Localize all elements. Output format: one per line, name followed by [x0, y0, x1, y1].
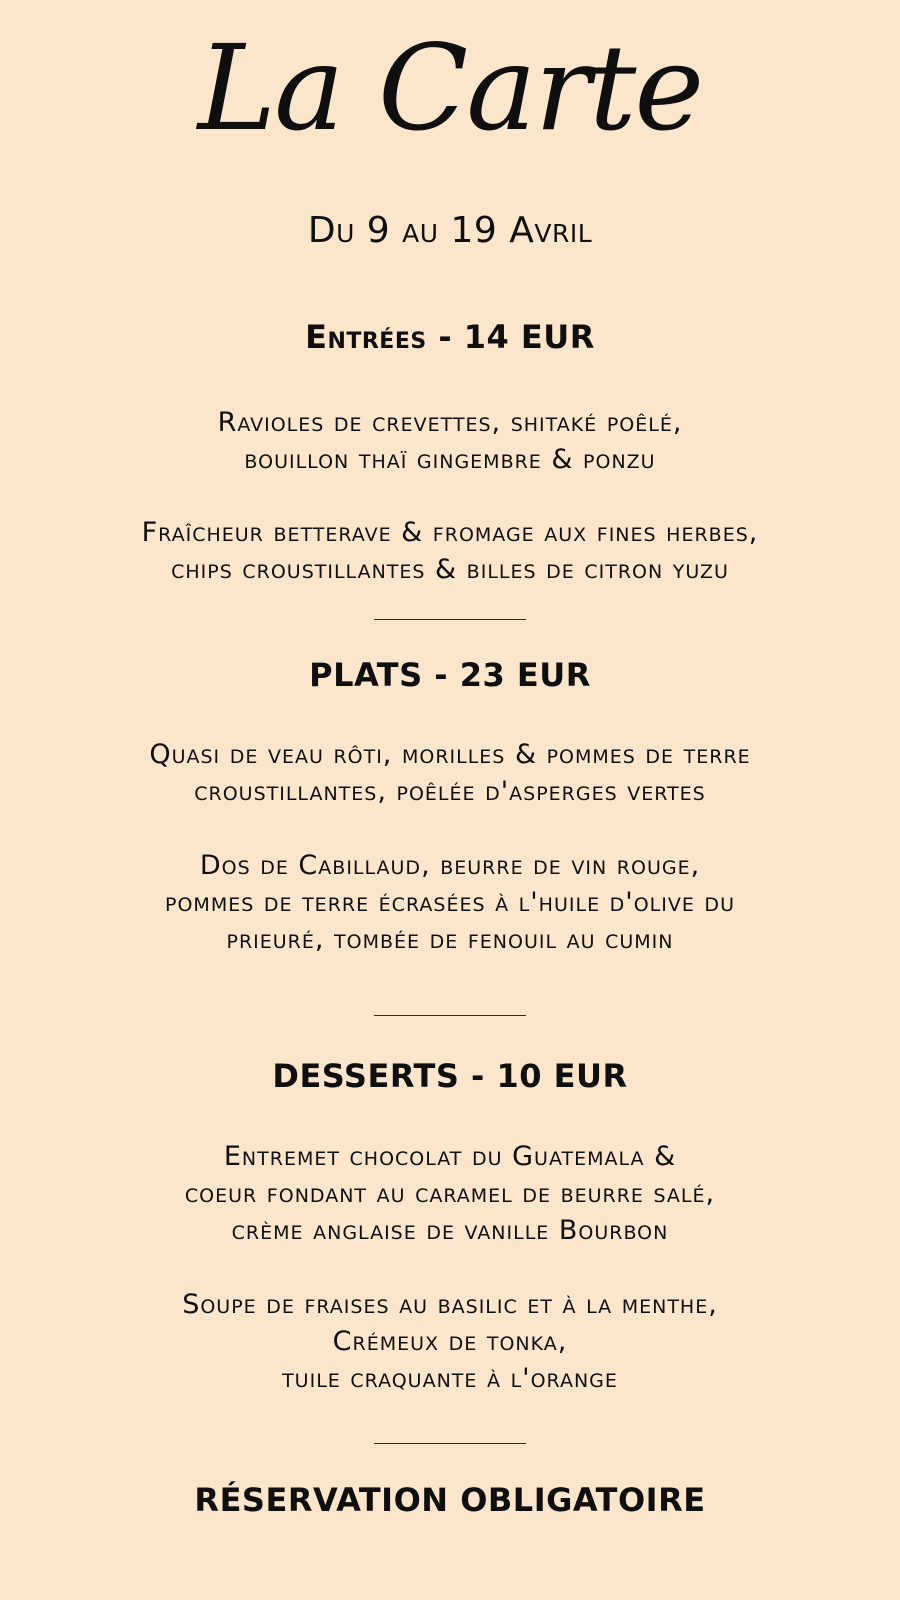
dish-line: Quasi de veau rôti, morilles & pommes de terre	[149, 739, 751, 770]
section-divider	[374, 1015, 526, 1016]
dish-line: croustillantes, poêlée d'asperges vertes	[194, 776, 706, 807]
dish-line: crème anglaise de vanille Bourbon	[231, 1215, 669, 1246]
dish-line: Ravioles de crevettes, shitaké poêlé,	[217, 407, 683, 438]
dish-plat-1	[0, 736, 900, 810]
reservation-notice: RÉSERVATION OBLIGATOIRE	[194, 1481, 706, 1519]
section-heading-desserts: DESSERTS - 10 EUR	[272, 1057, 628, 1095]
section-divider	[374, 1443, 526, 1444]
dish-dessert-2	[0, 1286, 900, 1397]
dish-line: Soupe de fraises au basilic et à la menthe,	[182, 1289, 718, 1320]
section-divider	[374, 619, 526, 620]
dish-line: Fraîcheur betterave & fromage aux fines herbes,	[141, 517, 759, 548]
date-range: Du 9 au 19 Avril	[307, 210, 593, 251]
dish-line: chips croustillantes & billes de citron yuzu	[171, 554, 729, 585]
dish-dessert-1	[0, 1138, 900, 1249]
dish-entree-2	[0, 514, 900, 588]
dish-line: tuile craquante à l'orange	[282, 1363, 618, 1394]
menu-title: La Carte	[197, 19, 703, 157]
section-heading-entrees: Entrées - 14 EUR	[305, 318, 595, 356]
dish-line: Entremet chocolat du Guatemala &	[223, 1141, 677, 1172]
dish-entree-1	[0, 404, 900, 478]
dish-line: coeur fondant au caramel de beurre salé,	[184, 1178, 716, 1209]
dish-line: pommes de terre écrasées à l'huile d'olive du	[165, 887, 735, 918]
section-heading-plats: PLATS - 23 EUR	[309, 656, 591, 694]
dish-line: Crémeux de tonka,	[332, 1326, 568, 1357]
dish-line: bouillon thaï gingembre & ponzu	[244, 444, 656, 475]
dish-line: prieuré, tombée de fenouil au cumin	[226, 924, 674, 955]
dish-line: Dos de Cabillaud, beurre de vin rouge,	[199, 850, 701, 881]
dish-plat-2	[0, 847, 900, 958]
